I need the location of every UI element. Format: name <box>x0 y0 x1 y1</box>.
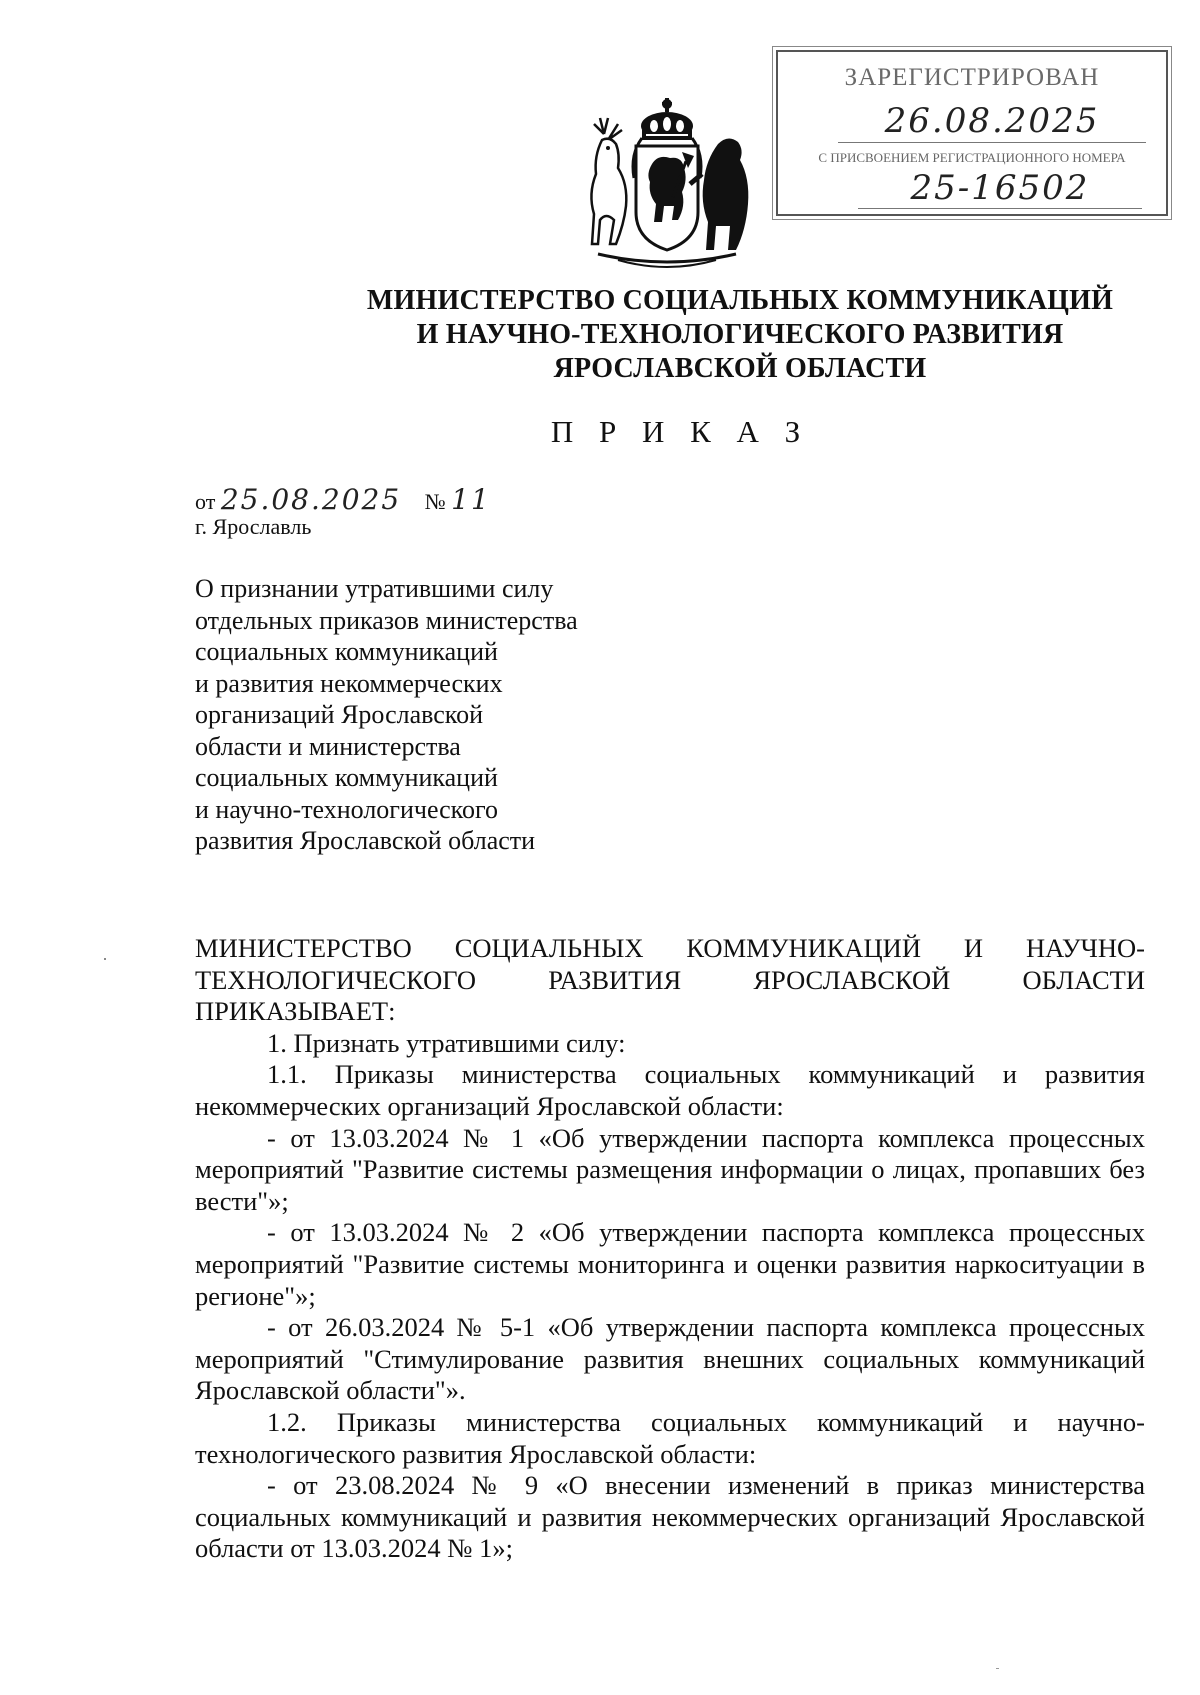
subject-line: О признании утратившими силу <box>195 574 554 603</box>
stamp-subtitle: С ПРИСВОЕНИЕМ РЕГИСТРАЦИОННОГО НОМЕРА <box>818 150 1126 165</box>
order-body <box>195 933 1145 1565</box>
subject-line: области и министерства <box>195 731 461 761</box>
subject-line: социальных коммуникаций <box>195 763 498 792</box>
preamble: МИНИСТЕРСТВО СОЦИАЛЬНЫХ КОММУНИКАЦИЙ И НАУЧНО-ТЕХНОЛОГИЧЕСКОГО РАЗВИТИЯ ЯРОСЛАВСКОЙ ОБЛАСТИ ПРИКАЗЫВАЕТ: <box>195 933 1145 1027</box>
paragraph-1: 1. Признать утратившими силу: <box>267 1027 626 1058</box>
list-item: - от 13.03.2024 № 1 «Об утверждении паспорта комплекса процессных мероприятий "Развитие системы размещения информации о лицах, пропавших без вести"»; <box>195 1122 1145 1216</box>
list-item: - от 26.03.2024 № 5-1 «Об утверждении паспорта комплекса процессных мероприятий "Стимулирование развития внешних социальных коммуникаций Ярославской области"». <box>195 1312 1145 1406</box>
stamp-registration-number: 25-16502 <box>858 168 1142 209</box>
order-number: 11 <box>451 483 491 516</box>
stamp-registration-date: 26.08.2025 <box>838 100 1146 143</box>
subject-line: организаций Ярославской <box>195 700 484 729</box>
scan-speck <box>104 958 106 960</box>
registration-stamp <box>776 50 1168 216</box>
order-date-number <box>195 484 491 516</box>
list-item: - от 23.08.2024 № 9 «О внесении изменений в приказ министерства социальных коммуникаций и развития некоммерческих организаций Ярославской области от 13.03.2024 № 1»; <box>195 1470 1145 1564</box>
subject-line: развития Ярославской области <box>195 826 536 855</box>
order-date: 25.08.2025 <box>220 483 402 516</box>
subject-line: отдельных приказов министерства <box>195 605 578 635</box>
list-item: - от 13.03.2024 № 2 «Об утверждении паспорта комплекса процессных мероприятий "Развитие системы мониторинга и оценки развития наркоситуации в регионе"»; <box>195 1217 1145 1311</box>
subject-line: и развития некоммерческих <box>195 668 503 698</box>
paragraph-1-2: 1.2. Приказы министерства социальных коммуникаций и научно-технологического развития Ярославской области: <box>195 1406 1145 1469</box>
number-label: № <box>424 489 446 514</box>
subject-line: и научно-технологического <box>195 794 499 824</box>
paragraph-1-1: 1.1. Приказы министерства социальных коммуникаций и развития некоммерческих организаций Ярославской области: <box>195 1059 1145 1121</box>
yaroslavl-coat-of-arms-icon <box>578 94 756 276</box>
ministry-header <box>260 284 1200 386</box>
ministry-line: ЯРОСЛАВСКОЙ ОБЛАСТИ <box>553 353 927 384</box>
stamp-title: ЗАРЕГИСТРИРОВАН <box>844 64 1100 91</box>
scan-speck <box>996 1668 999 1669</box>
city: г. Ярославль <box>195 514 312 539</box>
ministry-line: И НАУЧНО-ТЕХНОЛОГИЧЕСКОГО РАЗВИТИЯ <box>416 319 1064 350</box>
subject-line: социальных коммуникаций <box>195 637 498 666</box>
document-type-title: П Р И К А З <box>550 414 810 449</box>
ministry-line: МИНИСТЕРСТВО СОЦИАЛЬНЫХ КОММУНИКАЦИЙ <box>366 285 1114 316</box>
order-subject <box>195 573 635 857</box>
date-prefix: от <box>195 489 216 514</box>
